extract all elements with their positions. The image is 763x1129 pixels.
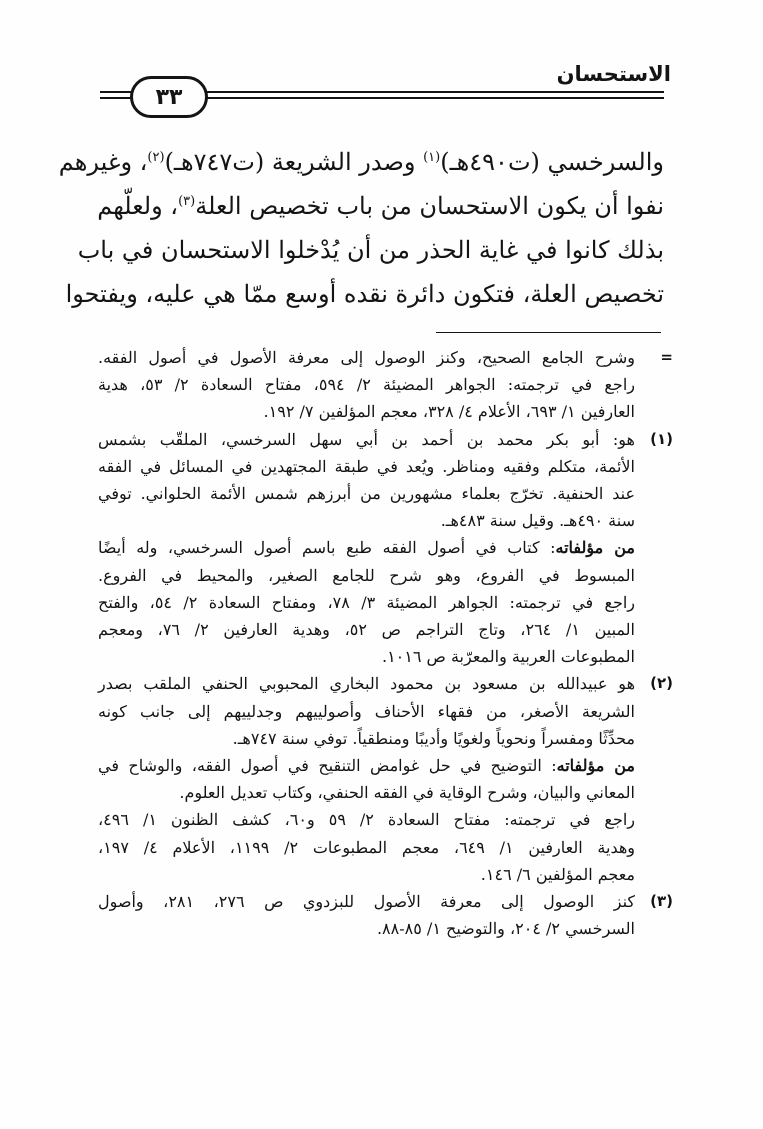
footnote-line: من مؤلفاته: كتاب في أصول الفقه طبع باسم أصول السرخسي، وله أيضًا <box>98 538 636 558</box>
footnotes <box>98 344 673 942</box>
footnote-line: محدِّثًا ومفسراً ونحوياً ولغويًا وأديبًا ومنطقياً. توفي سنة ٧٤٧هـ. <box>232 728 635 748</box>
running-title: الاستحسان <box>556 62 671 86</box>
main-paragraph <box>58 140 664 316</box>
main-line: والسرخسي (ت٤٩٠هـ)$^{(١)}$ وصدر الشريعة (ت٧٤٧هـ)$^{(٢)}$، وغيرهم <box>58 148 664 176</box>
footnote-line: كنز الوصول إلى معرفة الأصول للبزدوي ص ٢٧٦، ٢٨١، وأصول <box>98 892 636 912</box>
main-line: بذلك كانوا في غاية الحذر من أن يُدْخلوا الاستحسان في باب <box>77 236 664 264</box>
footnote-mark: (٣) <box>650 892 673 911</box>
footnote-line: عند الحنفية. تخرّج بعلماء مشهورين من أبرزهم شمس الأئمة الحلواني. توفي <box>98 484 635 504</box>
footnote-mark: = <box>660 348 673 366</box>
footnote-line: السرخسي ٢/ ٢٠٤، والتوضيح ١/ ٨٥-٨٨. <box>376 919 635 939</box>
footnote-line: سنة ٤٩٠هـ. وقيل سنة ٤٨٣هـ. <box>440 511 635 531</box>
works-label: من مؤلفاته <box>555 538 636 558</box>
footnote-line: راجع في ترجمته: الجواهر المضيئة ٢/ ٥٩٤، مفتاح السعادة ٢/ ٥٣، هدية <box>98 375 635 395</box>
footnote-line: المطبوعات العربية والمعرّبة ص ١٠١٦. <box>381 647 635 667</box>
footnote-line: العارفين ١/ ٦٩٣، الأعلام ٤/ ٣٢٨، معجم المؤلفين ٧/ ١٩٢. <box>263 402 635 422</box>
footnote-1 <box>98 426 673 671</box>
footnote-ref[interactable]: (٣) <box>178 194 196 209</box>
footnote-mark: (١) <box>650 429 673 448</box>
footnote-line: هو عبيدالله بن مسعود بن محمود البخاري المحبوبي الحنفي الملقب بصدر <box>98 674 635 694</box>
footnote-line: راجع في ترجمته: الجواهر المضيئة ٣/ ٧٨، ومفتاح السعادة ٢/ ٥٤، والفتح <box>98 592 636 612</box>
footnote-separator <box>436 332 661 333</box>
main-line: تخصيص العلة، فتكون دائرة نقده أوسع ممّا هي عليه، ويفتحوا <box>65 280 664 308</box>
footnote-3 <box>98 888 673 942</box>
footnote-line: المبين ١/ ٢٦٤، وتاج التراجم ص ٥٢، وهدية العارفين ٢/ ٧٦، ومعجم <box>98 620 635 640</box>
footnote-line: معجم المؤلفين ٦/ ١٤٦. <box>480 864 635 884</box>
footnote-line: الشريعة الأصغر، من فقهاء الأحناف وأصولييهم وجدلييهم إلى جانب كونه <box>98 701 635 721</box>
footnote-line: من مؤلفاته: التوضيح في حل غوامض التنقيح في أصول الفقه، والوشاح في <box>98 756 636 776</box>
footnote-line: وهدية العارفين ١/ ٦٤٩، معجم المطبوعات ٢/ ١١٩٩، الأعلام ٤/ ١٩٧، <box>98 837 635 857</box>
footnote-2 <box>98 670 673 888</box>
works-label: من مؤلفاته <box>556 756 636 776</box>
footnote-continuation <box>98 344 673 426</box>
footnote-ref[interactable]: (١) <box>423 150 441 165</box>
page-number: ٣٣ <box>155 84 183 110</box>
footnote-line: راجع في ترجمته: مفتاح السعادة ٢/ ٥٩ و٦٠، كشف الظنون ١/ ٤٩٦، <box>98 810 636 830</box>
footnote-ref[interactable]: (٢) <box>147 150 165 165</box>
page-number-frame <box>130 76 208 118</box>
footnote-line: وشرح الجامع الصحيح، وكنز الوصول إلى معرفة الأصول في أصول الفقه. <box>98 348 635 367</box>
footnote-line: هو: أبو بكر محمد بن أحمد بن أبي سهل السرخسي، الملقّب بشمس <box>98 429 635 449</box>
footnote-line: الأئمة، متكلم وفقيه ومناظر. ويُعد في طبقة المجتهدين في المسائل في الفقه <box>98 456 635 476</box>
footnote-line: المبسوط في الفروع، وهو شرح للجامع الصغير، والمحيط في الفروع. <box>98 565 635 585</box>
footnote-line: المعاني والبيان، وشرح الوقاية في الفقه الحنفي، وكتاب تعديل العلوم. <box>179 783 635 803</box>
main-line: نفوا أن يكون الاستحسان من باب تخصيص العلة$^{(٣)}$، ولعلّهم <box>97 192 664 220</box>
footnote-mark: (٢) <box>650 674 673 693</box>
